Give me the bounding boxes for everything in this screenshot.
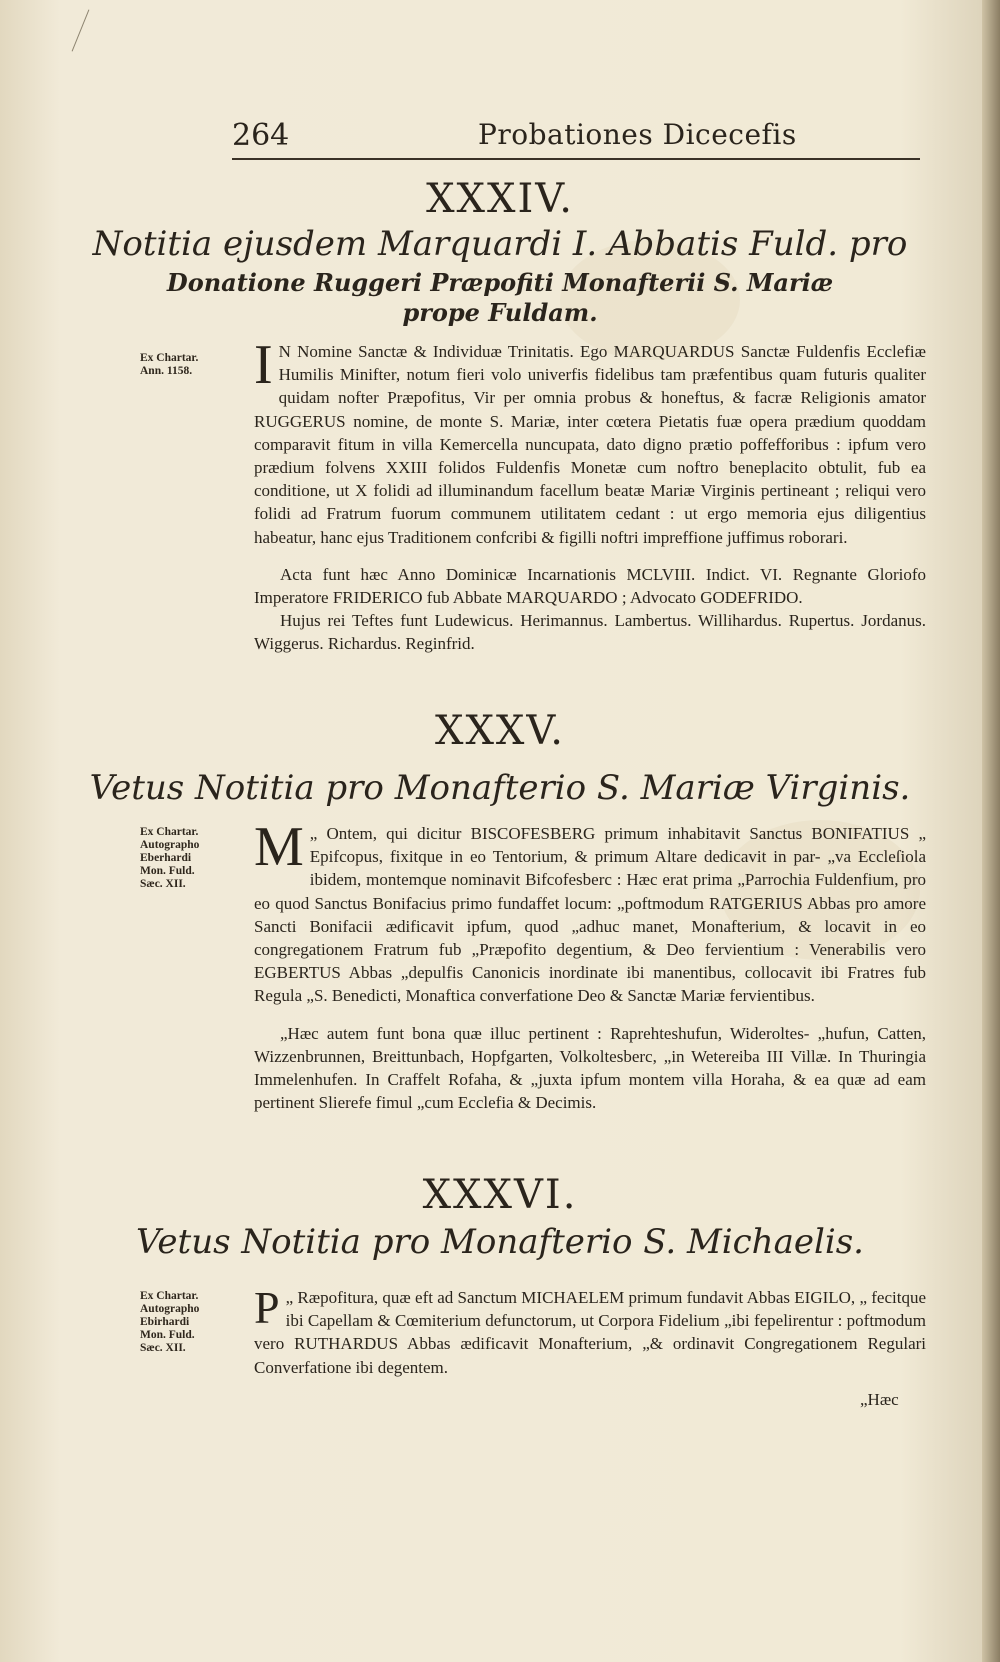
margin-note-line: Eberhardi bbox=[140, 852, 192, 864]
margin-note bbox=[140, 1290, 244, 1355]
margin-note-line: Mon. Fuld. bbox=[140, 1329, 195, 1341]
margin-note-line: Ex Chartar. bbox=[140, 826, 199, 838]
notitia-text bbox=[254, 1282, 926, 1379]
section-title: Vetus Notitia pro Monafterio S. Mariæ Virginis. bbox=[89, 768, 911, 808]
section-title: Notitia ejusdem Marquardi I. Abbatis Fuld. pro bbox=[92, 224, 908, 264]
paragraph: „ Ontem, qui dicitur BISCOFESBERG primum inhabitavit Sanctus BONIFATIUS „ Epifcopus, fixitque in eo Tentorium, & primum Altare dedicavit in par- „va Eccleſiola ibidem, montemque nominavit Bifcofesberc : Hæc erat prima „Parrochia Fuldenfium, pro eo quod Sanctus Bonifacius primo fundaffet locum: „poftmodum RATGERIUS Abbas pro amore Sancti Bonifacii ædificavit ipfum, quod „adhuc manet, Monafterium, & locavit in eo congregationem Fratrum fub „Præpofito degentium, & Deo fervientium : Venerabilis vero EGBERTUS Abbas „depulfis Canonicis inordinate ibi manentibus, collocavit ibi Fratres fub Regula „S. Benedicti, Monaftica converfatione Deo & Sanctæ Mariæ fervientibus. bbox=[254, 824, 926, 1006]
margin-note-line: Sæc. XII. bbox=[140, 1342, 186, 1354]
section-numeral: XXXIV. bbox=[426, 176, 574, 222]
running-head: Probationes Dicecefis bbox=[478, 118, 797, 151]
notitia-text bbox=[254, 816, 926, 1114]
margin-note-line: Sæc. XII. bbox=[140, 878, 186, 890]
drop-cap: P bbox=[254, 1282, 280, 1333]
margin-note bbox=[140, 826, 244, 891]
margin-note-line: Ann. 1158. bbox=[140, 365, 193, 377]
page-number: 264 bbox=[232, 118, 290, 153]
margin-note-line: Autographo bbox=[140, 839, 200, 851]
margin-note bbox=[140, 352, 244, 378]
header-rule bbox=[232, 158, 920, 160]
witness-list: Hujus rei Teftes funt Ludewicus. Herimannus. Lambertus. Willihardus. Rupertus. Jordanus. Wiggerus. Richardus. Reginfrid. bbox=[254, 611, 926, 654]
drop-cap: M bbox=[254, 816, 304, 878]
paragraph: „ Ræpofitura, quæ eft ad Sanctum MICHAELEM primum fundavit Abbas EIGILO, „ fecitque ibi Capellam & Cœmiterium defunctorum, ut Corpora Fidelium „ibi fepelirentur : poftmodum vero RUTHARDUS Abbas ædificavit Monafterium, „& ordinavit Congregationem Regulari Converfatione ibi degentem. bbox=[254, 1288, 926, 1377]
drop-cap: I bbox=[254, 334, 273, 396]
section-subtitle: Donatione Ruggeri Præpofiti Monafterii S. Mariæ bbox=[166, 268, 834, 297]
section-numeral: XXXVI. bbox=[422, 1172, 578, 1218]
paragraph: „Hæc autem funt bona quæ illuc pertinent : Raprehteshufun, Wideroltes- „hufun, Catten, Wizzenbrunnen, Breittunbach, Hopfgarten, Volkoltesberc, „in Wetereiba III Villæ. In Thuringia Immelenhufen. In Craffelt Rofaha, & „juxta ipfum montem villa Horaha, & ea quæ ad eam pertinent Slierefe fimul „cum Ecclefia & Decimis. bbox=[254, 1023, 926, 1113]
section-subtitle: prope Fuldam. bbox=[402, 298, 598, 327]
paragraph: N Nomine Sanctæ & Individuæ Trinitatis. Ego MARQUARDUS Sanctæ Fuldenfis Ecclefiæ Humilis Minifter, notum fieri volo univerfis fidelibus tam præfentibus quam futuris qualiter quidam nofter Præpofitus, Vir per omnia probus & honeftus, & facræ Religionis amator RUGGERUS nomine, de monte S. Mariæ, inter cœtera Pietatis fuæ opera prædium quoddam comparavit fitum in villa Kemercella nuncupata, dato digno prætio poffefforibus : ipfum vero prædium folvens XXIII folidos Fuldenfis Monetæ cum noftro beneplacito obtulit, fub ea conditione, ut X folidi ad illuminandum facellum beatæ Mariæ Virginis pertineant ; reliqui vero folidi ad Fratrum fuorum communem utilitatem cedant : ut ergo memoria ejus diligentius habeatur, hanc ejus Traditionem confcribi & figilli noftri impreffione juffimus roborari. bbox=[254, 342, 926, 547]
section-title: Vetus Notitia pro Monafterio S. Michaelis. bbox=[136, 1222, 864, 1262]
margin-note-line: Ex Chartar. bbox=[140, 352, 199, 364]
pencil-mark bbox=[72, 9, 90, 51]
charter-text bbox=[254, 334, 926, 656]
catchword: „Hæc bbox=[860, 1390, 899, 1409]
margin-note-line: Ebirhardi bbox=[140, 1316, 190, 1328]
paragraph: Acta funt hæc Anno Dominicæ Incarnationis MCLVIII. Indict. VI. Regnante Gloriofo Imperatore FRIDERICO fub Abbate MARQUARDO ; Advocato GODEFRIDO. bbox=[254, 564, 926, 608]
margin-note-line: Mon. Fuld. bbox=[140, 865, 195, 877]
margin-note-line: Ex Chartar. bbox=[140, 1290, 199, 1302]
section-numeral: XXXV. bbox=[434, 708, 566, 754]
page-header bbox=[232, 118, 922, 158]
margin-note-line: Autographo bbox=[140, 1303, 200, 1315]
